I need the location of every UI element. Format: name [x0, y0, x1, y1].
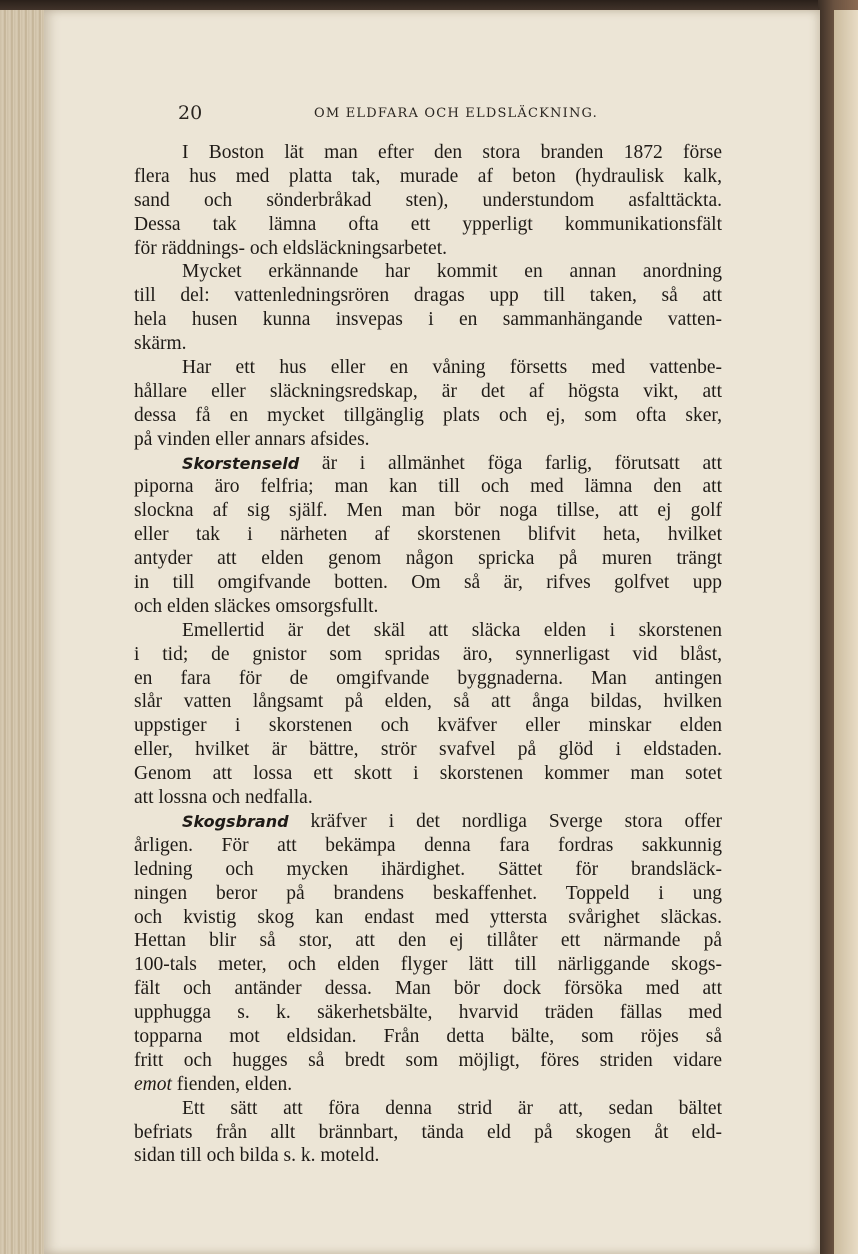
text-line: Dessa tak lämna ofta ett ypperligt kommunikationsfält — [134, 213, 722, 235]
text-line: 100-tals meter, och elden flyger lätt till närliggande skogs- — [134, 954, 722, 976]
section-keyword-skorstenseld: Skorstenseld — [182, 453, 300, 473]
text-line: Emellertid är det skäl att släcka elden i skorstenen — [182, 619, 722, 641]
page-number: 20 — [178, 102, 203, 124]
text-line: antyder att elden genom någon spricka på muren trängt — [134, 548, 722, 570]
text-fragment: fienden, elden. — [171, 1073, 293, 1095]
running-head: OM ELDFARA OCH ELDSLÄCKNING. — [314, 106, 598, 121]
text-line: uppstiger i skorstenen och kväfver eller minskar elden — [134, 715, 722, 737]
text-line: skärm. — [134, 333, 187, 355]
text-line: upphugga s. k. säkerhetsbälte, hvarvid träden fällas med — [134, 1002, 722, 1024]
text-line: ningen beror på brandens beskaffenhet. Toppeld i ung — [134, 882, 722, 904]
page-header — [174, 100, 734, 130]
text-line: hela husen kunna insvepas i en sammanhängande vatten- — [134, 309, 722, 331]
text-line — [134, 452, 722, 476]
text-line: flera hus med platta tak, murade af beton (hydraulisk kalk, — [134, 165, 722, 187]
body-text — [134, 141, 722, 1168]
text-line: i tid; de gnistor som spridas äro, synnerligast vid blåst, — [134, 643, 722, 665]
text-line: topparna mot eldsidan. Från detta bälte, som röjes så — [134, 1025, 722, 1047]
text-line: och kvistig skog kan endast med yttersta svårighet släckas. — [134, 906, 722, 928]
text-fragment: är i allmänhet föga farlig, förutsatt att — [299, 452, 722, 474]
text-line: ledning och mycken ihärdighet. Sättet för brandsläck- — [134, 858, 722, 880]
text-line: sand och sönderbråkad sten), understundom asfalttäckta. — [134, 189, 722, 211]
text-line: in till omgifvande botten. Om så är, rifves golfvet upp — [134, 572, 722, 594]
text-line — [134, 810, 722, 834]
text-line: för räddnings- och eldsläckningsarbetet. — [134, 237, 447, 259]
text-fragment: kräfver i det nordliga Sverge stora offer — [288, 810, 722, 832]
text-line: en fara för de omgifvande byggnaderna. Man antingen — [134, 667, 722, 689]
text-line: befriats från allt brännbart, tända eld på skogen åt eld- — [134, 1121, 722, 1143]
text-line: till del: vattenledningsrören dragas upp till taken, så att — [134, 285, 722, 307]
text-line: på vinden eller annars afsides. — [134, 428, 370, 450]
text-line: Genom att lossa ett skott i skorstenen kommer man sotet — [134, 763, 722, 785]
text-line: slår vatten långsamt på elden, så att ånga bildas, hvilken — [134, 691, 722, 713]
text-line: hållare eller släckningsredskap, är det af högsta vikt, att — [134, 380, 722, 402]
text-line: och elden släckes omsorgsfullt. — [134, 595, 379, 617]
text-line: sidan till och bilda s. k. moteld. — [134, 1145, 380, 1167]
text-line: slockna af sig själf. Men man bör noga tillse, att ej golf — [134, 500, 722, 522]
text-line — [134, 1073, 722, 1097]
book-page-edges-left — [0, 10, 46, 1254]
text-line: Hettan blir så stor, att den ej tillåter ett närmande på — [134, 930, 722, 952]
text-line: Ett sätt att föra denna strid är att, sedan bältet — [182, 1097, 722, 1119]
italic-word: emot — [134, 1073, 172, 1095]
text-line: eller tak i närheten af skorstenen blifvit heta, hvilket — [134, 524, 722, 546]
text-line: I Boston lät man efter den stora branden 1872 förse — [182, 142, 722, 163]
section-keyword-skogsbrand: Skogsbrand — [182, 811, 289, 831]
text-line: eller, hvilket är bättre, strör svafvel på glöd i eldstaden. — [134, 739, 722, 761]
text-line: fritt och hugges så bredt som möjligt, föres striden vidare — [134, 1049, 722, 1071]
text-line: dessa få en mycket tillgänglig plats och ej, som ofta sker, — [134, 404, 722, 426]
next-page-sliver — [834, 10, 858, 1254]
text-line: att lossna och nedfalla. — [134, 787, 313, 809]
text-line: årligen. För att bekämpa denna fara fordras sakkunnig — [134, 834, 722, 856]
text-line: Har ett hus eller en våning försetts med vattenbe- — [182, 357, 722, 379]
text-line: piporna äro felfria; man kan till och med lämna den att — [134, 476, 722, 498]
text-line: fält och antänder dessa. Man bör dock försöka med att — [134, 978, 722, 1000]
text-line: Mycket erkännande har kommit en annan anordning — [182, 261, 722, 283]
